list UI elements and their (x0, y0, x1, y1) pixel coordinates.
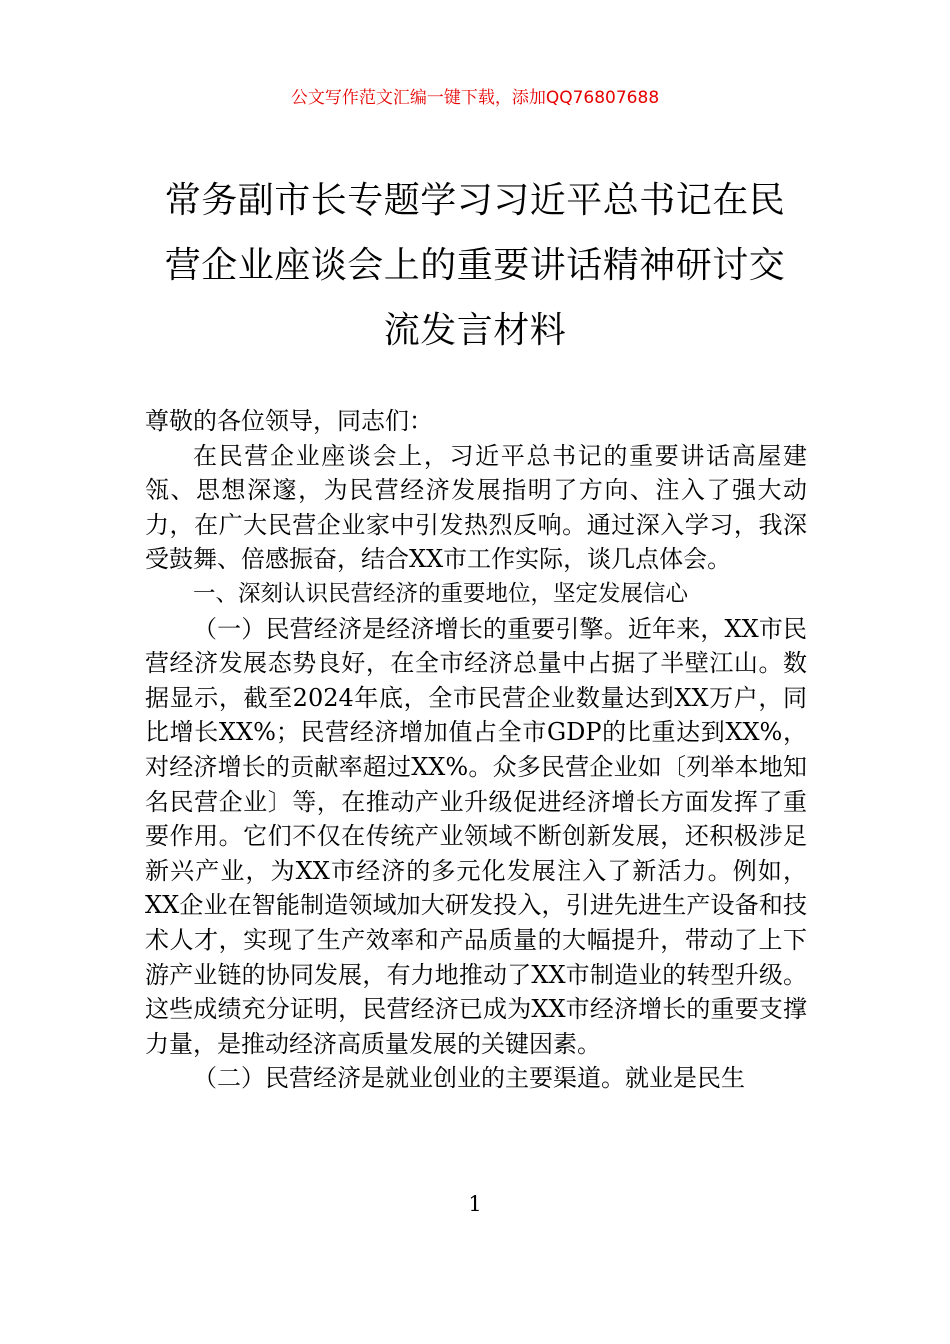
intro-paragraph: 在民营企业座谈会上，习近平总书记的重要讲话高屋建瓴、思想深邃，为民营经济发展指明了方向、注入了强大动力，在广大民营企业家中引发热烈反响。通过深入学习，我深受鼓舞、倍感振奋，结合XX市工作实际，谈几点体会。 (145, 441, 807, 574)
document-body (145, 404, 807, 1096)
document-title: 常务副市长专题学习习近平总书记在民营企业座谈会上的重要讲话精神研讨交流发言材料 (164, 180, 786, 351)
salutation: 尊敬的各位领导，同志们： (145, 407, 433, 435)
subsection-2-paragraph: （二）民营经济是就业创业的主要渠道。就业是民生 (193, 1064, 745, 1093)
section-heading-1: 一、深刻认识民营经济的重要地位，坚定发展信心 (193, 580, 689, 607)
page-number: 1 (468, 1192, 482, 1216)
subsection-1-paragraph: （一）民营经济是经济增长的重要引擎。近年来，XX市民营经济发展态势良好，在全市经济总量中占据了半壁江山。数据显示，截至2024年底，全市民营企业数量达到XX万户，同比增长XX%；民营经济增加值占全市GDP的比重达到XX%，对经济增长的贡献率超过XX%。众多民营企业如〔列举本地知名民营企业〕等，在推动产业升级促进经济增长方面发挥了重要作用。它们不仅在传统产业领域不断创新发展，还积极涉足新兴产业，为XX市经济的多元化发展注入了新活力。例如，XX企业在智能制造领域加大研发投入，引进先进生产设备和技术人才，实现了生产效率和产品质量的大幅提升，带动了上下游产业链的协同发展，有力地推动了XX市制造业的转型升级。这些成绩充分证明，民营经济已成为XX市经济增长的重要支撑力量，是推动经济高质量发展的关键因素。 (145, 614, 807, 1058)
header-note: 公文写作范文汇编一键下载，添加QQ76807688 (290, 88, 660, 108)
